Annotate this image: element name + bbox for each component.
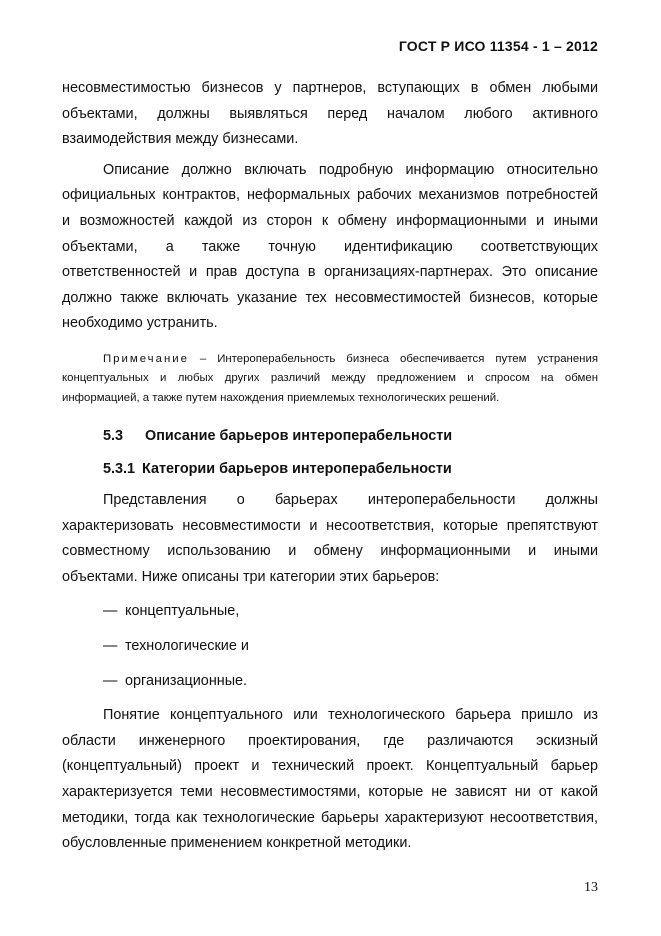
concept-line: методики, тогда как технологические барьеры характеризуют несоответствия, xyxy=(62,809,598,826)
description-line: и возможностей каждой из сторон к обмену информационными и иными xyxy=(62,212,598,229)
note-text: – Интероперабельность бизнеса обеспечивается путем устранения xyxy=(199,352,599,365)
representations-line: совместному использованию и обмену информационными и иными xyxy=(62,543,598,560)
note-line: концептуальных и любых других различий между предложением и спросом на обмен xyxy=(62,372,598,385)
note-line: информацией, а также путем нахождения приемлемых технологических решений. xyxy=(62,391,500,404)
description-line: необходимо устранить. xyxy=(62,315,218,332)
intro-paragraph xyxy=(62,76,598,153)
intro-line: объектами, должны выявляться перед началом любого активного xyxy=(62,105,598,122)
page-number: 13 xyxy=(584,880,598,895)
standard-code-header: ГОСТ Р ИСО 11354 - 1 – 2012 xyxy=(398,38,598,54)
section-title: Описание барьеров интероперабельности xyxy=(145,427,453,444)
concept-paragraph xyxy=(62,703,598,857)
note-block xyxy=(62,350,598,408)
concept-line: (концептуальный) проект и технический проект. Концептуальный барьер xyxy=(62,758,598,775)
body-content xyxy=(62,76,598,857)
concept-line: обусловленные применением конкретной методики. xyxy=(62,835,412,852)
note-label: Примечание xyxy=(103,352,189,365)
list-item xyxy=(103,634,598,660)
description-line: официальных контрактов, неформальных рабочих механизмов потребностей xyxy=(62,187,598,204)
intro-line: несовместимостью бизнесов у партнеров, вступающих в обмен любыми xyxy=(62,80,598,96)
description-line: объектами, а также точную идентификацию соответствующих xyxy=(62,238,598,255)
dash-bullet: — xyxy=(103,637,118,654)
representations-line: Представления о барьерах интероперабельности должны xyxy=(103,492,598,509)
section-heading xyxy=(103,424,598,450)
note-line xyxy=(62,350,598,369)
section-number: 5.3 xyxy=(103,427,124,444)
dash-bullet: — xyxy=(103,603,118,620)
subsection-title: Категории барьеров интероперабельности xyxy=(142,461,452,478)
list-item-text: организационные. xyxy=(125,672,248,689)
description-paragraph xyxy=(62,158,598,337)
description-line: Описание должно включать подробную информацию относительно xyxy=(103,161,598,178)
intro-line: взаимодействия между бизнесами. xyxy=(62,131,299,148)
list-item-text: концептуальные, xyxy=(125,603,240,620)
subsection-number: 5.3.1 xyxy=(103,461,136,478)
representations-line: объектами. Ниже описаны три категории этих барьеров: xyxy=(62,568,440,585)
barrier-categories-list xyxy=(103,599,598,694)
representations-paragraph xyxy=(62,488,598,590)
list-item xyxy=(103,669,598,695)
list-item xyxy=(103,599,598,625)
subsection-heading xyxy=(103,457,598,483)
concept-line: Понятие концептуального или технологического барьера пришло из xyxy=(103,707,598,724)
description-line: ответственностей и прав доступа в организациях-партнерах. Это описание xyxy=(62,264,598,281)
concept-line: области инженерного проектирования, где различаются эскизный xyxy=(62,732,598,749)
description-line: должно также включать указание тех несовместимостей бизнесов, которые xyxy=(62,289,598,306)
concept-line: характеризуется теми несовместимостями, которые не зависят ни от какой xyxy=(62,783,598,800)
representations-line: характеризовать несовместимости и несоответствия, которые препятствуют xyxy=(62,517,598,534)
dash-bullet: — xyxy=(103,672,118,689)
list-item-text: технологические и xyxy=(125,637,249,654)
